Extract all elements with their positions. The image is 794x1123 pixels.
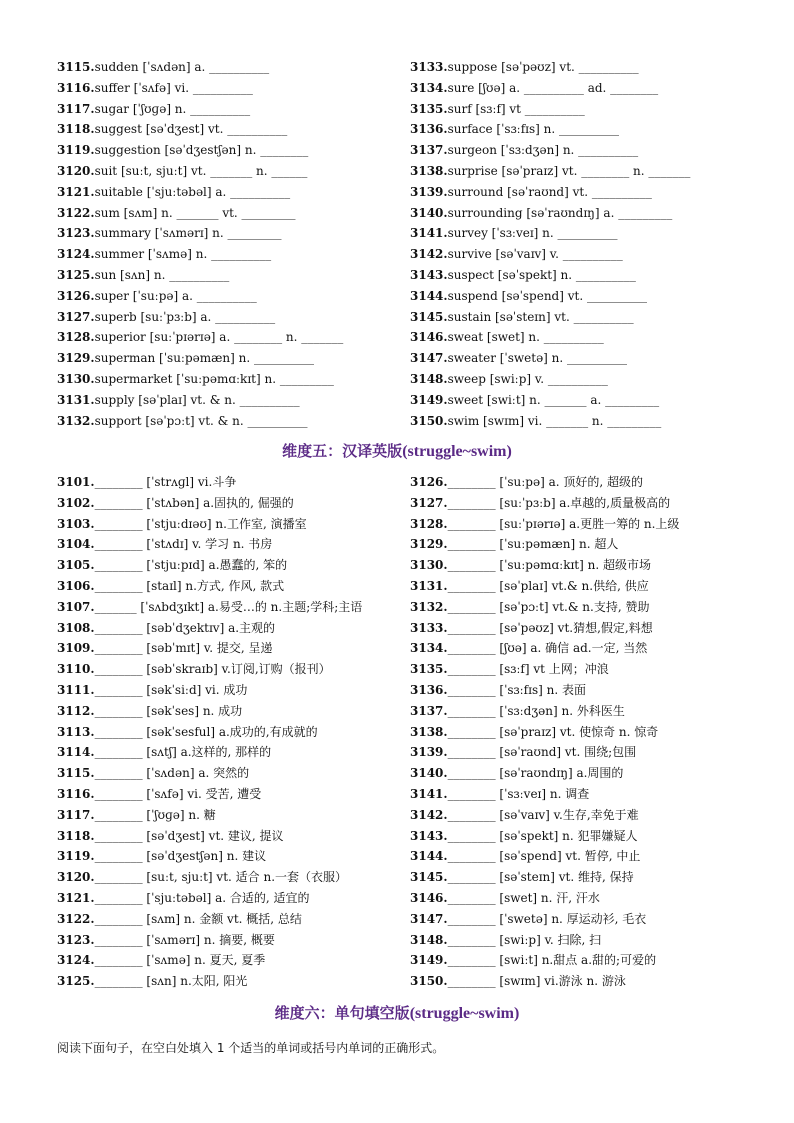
vocab-text: ________ [suːˈpɜːb] a.卓越的,质量极高的	[447, 495, 671, 510]
vocab-text: sugar [ˈʃʊɡə] n. __________	[94, 101, 251, 116]
vocab-text: ________ [sʌtʃ] a.这样的, 那样的	[94, 745, 272, 760]
vocab-number: 3122.	[57, 911, 95, 926]
vocab-row	[410, 950, 679, 971]
vocab-row	[410, 99, 690, 120]
vocab-number: 3141.	[410, 786, 448, 801]
vocab-text: ________ [swet] n. 汗, 汗水	[447, 890, 600, 905]
vocab-text: summer [ˈsʌmə] n. __________	[94, 247, 272, 262]
vocab-number: 3145.	[410, 870, 448, 885]
vocab-text: ________ [swiːp] v. 扫除, 扫	[447, 932, 602, 947]
vocab-text: ________ [səbˈmɪt] v. 提交, 呈递	[94, 641, 273, 656]
vocab-text: sustain [səˈsteɪn] vt. __________	[447, 309, 634, 324]
vocab-text: ________ [ˈstʌbən] a.固执的, 倔强的	[94, 495, 294, 510]
vocab-number: 3150.	[410, 974, 448, 989]
vocab-number: 3140.	[410, 766, 448, 781]
vocab-text: ________ [sʌn] n.太阳, 阳光	[94, 974, 248, 989]
vocab-number: 3145.	[410, 309, 448, 324]
vocab-number: 3141.	[410, 226, 448, 241]
vocab-text: support [səˈpɔːt] vt. & n. __________	[94, 413, 308, 428]
vocab-number: 3120.	[57, 163, 95, 178]
vocab-number: 3118.	[57, 828, 95, 843]
vocab-number: 3123.	[57, 226, 95, 241]
vocab-text: ________ [səkˈsesful] a.成功的,有成就的	[94, 724, 318, 739]
vocab-row	[410, 701, 679, 722]
vocab-row	[57, 182, 343, 203]
vocab-text: ________ [ˈsɜːveɪ] n. 调查	[447, 786, 590, 801]
vocab-text: sum [sʌm] n. _______ vt. _________	[94, 205, 296, 220]
vocab-row	[57, 78, 343, 99]
vocab-text: ________ [ʃʊə] a. 确信 ad.一定, 当然	[447, 641, 648, 656]
vocab-number: 3112.	[57, 703, 95, 718]
vocab-text: surround [səˈraʊnd] vt. __________	[447, 184, 652, 199]
vocab-number: 3131.	[410, 578, 448, 593]
vocab-text: sun [sʌn] n. __________	[94, 267, 230, 282]
vocab-text: surface [ˈsɜːfɪs] n. __________	[447, 122, 620, 137]
vocab-number: 3144.	[410, 288, 448, 303]
vocab-number: 3142.	[410, 807, 448, 822]
vocab-number: 3119.	[57, 849, 95, 864]
vocab-number: 3124.	[57, 953, 95, 968]
vocab-text: ________ [səˈpɔːt] vt.& n.支持, 赞助	[447, 599, 650, 614]
vocab-text: sweat [swet] n. __________	[447, 330, 604, 345]
vocab-text: surprise [səˈpraɪz] vt. ________ n. _______	[447, 163, 691, 178]
vocab-number: 3110.	[57, 662, 95, 677]
vocab-number: 3126.	[57, 288, 95, 303]
vocab-text: ________ [səbˈdʒektɪv] a.主观的	[94, 620, 276, 635]
vocab-text: ________ [swɪm] vi.游泳 n. 游泳	[447, 974, 626, 989]
vocab-row	[410, 57, 690, 78]
vocab-text: ________ [səˈpəʊz] vt.猜想,假定,料想	[447, 620, 653, 635]
vocab-text: ________ [ˈstjuːdɪəʊ] n.工作室, 演播室	[94, 516, 307, 531]
vocab-row	[57, 722, 362, 743]
vocab-text: surf [sɜːf] vt __________	[447, 101, 585, 116]
vocab-number: 3134.	[410, 641, 448, 656]
vocab-number: 3105.	[57, 558, 95, 573]
vocab-text: ________ [ˈsjuːtəbəl] a. 合适的, 适宜的	[94, 890, 310, 905]
vocab-number: 3116.	[57, 786, 95, 801]
vocab-text: suffer [ˈsʌfə] vi. __________	[94, 80, 253, 95]
vocab-text: swim [swɪm] vi. _______ n. _________	[447, 413, 662, 428]
vocab-number: 3102.	[57, 495, 95, 510]
vocab-text: ________ [səˈpraɪz] vt. 使惊奇 n. 惊奇	[447, 724, 659, 739]
vocab-row	[57, 784, 362, 805]
vocab-row	[57, 493, 362, 514]
vocab-text: ________ [ˈstʌdɪ] v. 学习 n. 书房	[94, 537, 273, 552]
vocab-number: 3143.	[410, 267, 448, 282]
vocab-text: ________ [suːt, sjuːt] vt. 适合 n.一套（衣服）	[94, 870, 348, 885]
vocab-row	[410, 411, 690, 432]
vocab-number: 3106.	[57, 578, 95, 593]
vocab-text: ________ [swiːt] n.甜点 a.甜的;可爱的	[447, 953, 657, 968]
vocab-text: ________ [ˈstrʌɡl] vi.斗争	[94, 475, 237, 489]
vocab-text: ________ [səˈplaɪ] vt.& n.供给, 供应	[447, 578, 649, 593]
vocab-number: 3125.	[57, 267, 95, 282]
vocab-text: ________ [ˈsuːpə] a. 顶好的, 超级的	[447, 475, 643, 489]
section5-left-column	[57, 472, 362, 992]
vocab-number: 3148.	[410, 371, 448, 386]
vocab-row	[57, 597, 362, 618]
vocab-text: ________ [ˈsʌmə] n. 夏天, 夏季	[94, 953, 266, 968]
vocab-number: 3114.	[57, 745, 95, 760]
vocab-row	[410, 888, 679, 909]
vocab-number: 3136.	[410, 682, 448, 697]
vocab-text: sudden [ˈsʌdən] a. __________	[94, 60, 270, 74]
vocab-number: 3130.	[57, 371, 95, 386]
vocab-number: 3134.	[410, 80, 448, 95]
vocab-number: 3103.	[57, 516, 95, 531]
vocab-number: 3128.	[410, 516, 448, 531]
vocab-row	[410, 369, 690, 390]
section6-title-en: (struggle~swim)	[409, 1005, 520, 1022]
vocab-row	[410, 390, 690, 411]
vocab-text: supply [səˈplaɪ] vt. & n. __________	[94, 392, 300, 407]
vocab-number: 3143.	[410, 828, 448, 843]
vocab-row	[57, 348, 343, 369]
vocab-number: 3115.	[57, 766, 95, 781]
vocab-row	[410, 327, 690, 348]
vocab-row	[57, 203, 343, 224]
vocab-text: survey [ˈsɜːveɪ] n. __________	[447, 226, 618, 241]
vocab-text: ________ [səˈdʒestʃən] n. 建议	[94, 849, 267, 864]
vocab-number: 3121.	[57, 184, 95, 199]
vocab-number: 3129.	[57, 351, 95, 366]
vocab-row	[410, 140, 690, 161]
vocab-text: surgeon [ˈsɜːdʒən] n. __________	[447, 143, 639, 158]
vocab-text: ________ [ˈsʌfə] vi. 受苦, 遭受	[94, 786, 262, 801]
vocab-text: superb [suːˈpɜːb] a. __________	[94, 309, 276, 324]
vocab-number: 3137.	[410, 143, 448, 158]
vocab-number: 3127.	[410, 495, 448, 510]
vocab-row	[57, 826, 362, 847]
vocab-text: ________ [ˈswetə] n. 厚运动衫, 毛衣	[447, 911, 647, 926]
section4-right-column	[410, 57, 690, 431]
vocab-text: ________ [staɪl] n.方式, 作风, 款式	[94, 578, 285, 593]
vocab-number: 3107.	[57, 599, 95, 614]
vocab-text: super [ˈsuːpə] a. __________	[94, 288, 257, 303]
vocab-text: summary [ˈsʌmərɪ] n. _________	[94, 226, 282, 241]
vocab-number: 3104.	[57, 537, 95, 552]
vocab-row	[57, 638, 362, 659]
vocab-row	[410, 182, 690, 203]
vocab-row	[410, 576, 679, 597]
vocab-row	[57, 223, 343, 244]
vocab-text: ________ [ˈsʌmərɪ] n. 摘要, 概要	[94, 932, 275, 947]
vocab-number: 3150.	[410, 413, 448, 428]
vocab-number: 3139.	[410, 184, 448, 199]
vocab-row	[410, 472, 679, 493]
vocab-row	[57, 742, 362, 763]
vocab-row	[57, 805, 362, 826]
vocab-row	[410, 534, 679, 555]
vocab-text: ________ [səˈspend] vt. 暂停, 中止	[447, 849, 641, 864]
vocab-number: 3113.	[57, 724, 95, 739]
vocab-number: 3120.	[57, 870, 95, 885]
vocab-number: 3136.	[410, 122, 448, 137]
vocab-number: 3149.	[410, 953, 448, 968]
vocab-number: 3133.	[410, 60, 448, 74]
vocab-row	[410, 826, 679, 847]
vocab-number: 3130.	[410, 558, 448, 573]
vocab-row	[410, 930, 679, 951]
vocab-number: 3129.	[410, 537, 448, 552]
vocab-row	[57, 265, 343, 286]
vocab-row	[410, 638, 679, 659]
vocab-text: ________ [ˈstjuːpɪd] a.愚蠢的, 笨的	[94, 558, 288, 573]
vocab-row	[410, 618, 679, 639]
vocab-text: ________ [ˈsuːpəmæn] n. 超人	[447, 537, 619, 552]
vocab-text: ________ [suːˈpɪərɪə] a.更胜一筹的 n.上级	[447, 516, 680, 531]
vocab-number: 3117.	[57, 101, 95, 116]
vocab-number: 3135.	[410, 662, 448, 677]
vocab-row	[57, 680, 362, 701]
vocab-row	[410, 493, 679, 514]
vocab-text: ________ [ˈʃʊɡə] n. 糖	[94, 807, 216, 822]
vocab-row	[410, 348, 690, 369]
vocab-row	[410, 161, 690, 182]
section5-right-column	[410, 472, 679, 992]
vocab-row	[57, 119, 343, 140]
vocab-number: 3101.	[57, 475, 95, 489]
vocab-row	[57, 57, 343, 78]
vocab-number: 3109.	[57, 641, 95, 656]
section5-title-en: (struggle~swim)	[402, 443, 512, 460]
vocab-row	[57, 909, 362, 930]
vocab-row	[410, 659, 679, 680]
vocab-text: suspend [səˈspend] vt. __________	[447, 288, 647, 303]
vocab-number: 3116.	[57, 80, 95, 95]
vocab-text: ________ [səˈsteɪn] vt. 维持, 保持	[447, 870, 634, 885]
vocab-row	[410, 286, 690, 307]
vocab-row	[57, 701, 362, 722]
vocab-row	[410, 784, 679, 805]
vocab-number: 3146.	[410, 330, 448, 345]
vocab-row	[410, 680, 679, 701]
vocab-row	[57, 867, 362, 888]
vocab-text: ________ [səˈdʒest] vt. 建议, 提议	[94, 828, 284, 843]
vocab-row	[410, 597, 679, 618]
vocab-number: 3142.	[410, 247, 448, 262]
vocab-row	[410, 846, 679, 867]
section6-instruction: 阅读下面句子，在空白处填入 1 个适当的单词或括号内单词的正确形式。	[57, 1041, 445, 1055]
vocab-row	[57, 307, 343, 328]
vocab-number: 3137.	[410, 703, 448, 718]
vocab-row	[410, 223, 690, 244]
vocab-text: suggest [səˈdʒest] vt. __________	[94, 122, 288, 137]
vocab-text: ________ [ˈsɜːdʒən] n. 外科医生	[447, 703, 625, 718]
vocab-number: 3117.	[57, 807, 95, 822]
vocab-row	[57, 846, 362, 867]
vocab-number: 3132.	[410, 599, 448, 614]
section6-title-cn: 维度六：单句填空版	[274, 1004, 410, 1022]
vocab-number: 3123.	[57, 932, 95, 947]
vocab-text: superior [suːˈpɪərɪə] a. ________ n. _______	[94, 330, 344, 345]
vocab-row	[57, 659, 362, 680]
vocab-row	[57, 140, 343, 161]
vocab-row	[57, 411, 343, 432]
vocab-text: _______ [ˈsʌbdʒɪkt] a.易受…的 n.主题;学科;主语	[94, 599, 363, 614]
vocab-number: 3138.	[410, 724, 448, 739]
vocab-text: sweep [swiːp] v. __________	[447, 371, 608, 386]
vocab-text: suspect [səˈspekt] n. __________	[447, 267, 636, 282]
vocab-number: 3132.	[57, 413, 95, 428]
vocab-row	[410, 514, 679, 535]
vocab-text: ________ [səkˈsiːd] vi. 成功	[94, 682, 248, 697]
vocab-text: sweater [ˈswetə] n. __________	[447, 351, 628, 366]
vocab-row	[57, 286, 343, 307]
vocab-number: 3121.	[57, 890, 95, 905]
vocab-number: 3118.	[57, 122, 95, 137]
vocab-row	[57, 576, 362, 597]
vocab-number: 3122.	[57, 205, 95, 220]
vocab-row	[57, 555, 362, 576]
vocab-number: 3148.	[410, 932, 448, 947]
vocab-row	[57, 534, 362, 555]
vocab-row	[57, 472, 362, 493]
section4-left-column	[57, 57, 343, 431]
vocab-row	[410, 722, 679, 743]
vocab-row	[410, 555, 679, 576]
vocab-number: 3131.	[57, 392, 95, 407]
vocab-number: 3126.	[410, 475, 448, 489]
vocab-row	[410, 119, 690, 140]
vocab-number: 3115.	[57, 60, 95, 74]
vocab-text: ________ [səkˈses] n. 成功	[94, 703, 243, 718]
vocab-text: ________ [ˈsuːpəmɑːkɪt] n. 超级市场	[447, 558, 651, 573]
vocab-text: ________ [sʌm] n. 金额 vt. 概括, 总结	[94, 911, 302, 926]
section6-title	[0, 1002, 794, 1023]
vocab-row	[410, 763, 679, 784]
vocab-row	[410, 78, 690, 99]
vocab-number: 3135.	[410, 101, 448, 116]
vocab-number: 3149.	[410, 392, 448, 407]
section5-title	[0, 440, 794, 461]
vocab-row	[57, 514, 362, 535]
vocab-row	[57, 763, 362, 784]
vocab-number: 3124.	[57, 247, 95, 262]
vocab-row	[410, 742, 679, 763]
vocab-text: ________ [səˈspekt] n. 犯罪嫌疑人	[447, 828, 638, 843]
vocab-row	[57, 369, 343, 390]
vocab-text: ________ [səˈraʊndɪŋ] a.周围的	[447, 766, 624, 781]
vocab-text: suit [suːt, sjuːt] vt. _______ n. ______	[94, 163, 308, 178]
vocab-number: 3144.	[410, 849, 448, 864]
vocab-text: superman [ˈsuːpəmæn] n. __________	[94, 351, 314, 366]
vocab-number: 3111.	[57, 682, 95, 697]
vocab-row	[410, 909, 679, 930]
vocab-number: 3119.	[57, 143, 95, 158]
vocab-number: 3147.	[410, 351, 448, 366]
vocab-row	[57, 618, 362, 639]
vocab-row	[57, 244, 343, 265]
vocab-row	[57, 99, 343, 120]
vocab-row	[57, 327, 343, 348]
vocab-text: supermarket [ˈsuːpəmɑːkɪt] n. _________	[94, 371, 334, 386]
vocab-number: 3128.	[57, 330, 95, 345]
vocab-text: ________ [səˈvaɪv] v.生存,幸免于难	[447, 807, 639, 822]
vocab-number: 3140.	[410, 205, 448, 220]
vocab-row	[410, 805, 679, 826]
vocab-row	[410, 265, 690, 286]
vocab-number: 3133.	[410, 620, 448, 635]
vocab-row	[410, 244, 690, 265]
vocab-text: ________ [ˈsɜːfɪs] n. 表面	[447, 682, 586, 697]
vocab-number: 3108.	[57, 620, 95, 635]
vocab-text: suitable [ˈsjuːtəbəl] a. __________	[94, 184, 291, 199]
vocab-text: sweet [swiːt] n. _______ a. _________	[447, 392, 660, 407]
vocab-text: sure [ʃʊə] a. __________ ad. ________	[447, 80, 659, 95]
vocab-text: survive [səˈvaɪv] v. __________	[447, 247, 623, 262]
vocab-number: 3125.	[57, 974, 95, 989]
vocab-row	[57, 971, 362, 992]
vocab-number: 3147.	[410, 911, 448, 926]
vocab-row	[57, 390, 343, 411]
vocab-row	[410, 971, 679, 992]
vocab-text: ________ [sɜːf] vt 上网；冲浪	[447, 662, 609, 677]
vocab-text: ________ [səˈraʊnd] vt. 围绕;包围	[447, 745, 637, 760]
vocab-number: 3138.	[410, 163, 448, 178]
vocab-text: ________ [ˈsʌdən] a. 突然的	[94, 766, 250, 781]
vocab-row	[410, 867, 679, 888]
vocab-text: suggestion [səˈdʒestʃən] n. ________	[94, 143, 309, 158]
vocab-row	[57, 888, 362, 909]
vocab-text: ________ [səbˈskraɪb] v.订阅,订购（报刊）	[94, 662, 331, 677]
vocab-row	[57, 930, 362, 951]
vocab-number: 3127.	[57, 309, 95, 324]
vocab-number: 3146.	[410, 890, 448, 905]
vocab-row	[410, 307, 690, 328]
vocab-text: surrounding [səˈraʊndɪŋ] a. _________	[447, 205, 673, 220]
vocab-row	[57, 161, 343, 182]
vocab-row	[410, 203, 690, 224]
vocab-row	[57, 950, 362, 971]
vocab-number: 3139.	[410, 745, 448, 760]
section5-title-cn: 维度五：汉译英版	[282, 442, 403, 460]
vocab-text: suppose [səˈpəʊz] vt. __________	[447, 60, 639, 74]
